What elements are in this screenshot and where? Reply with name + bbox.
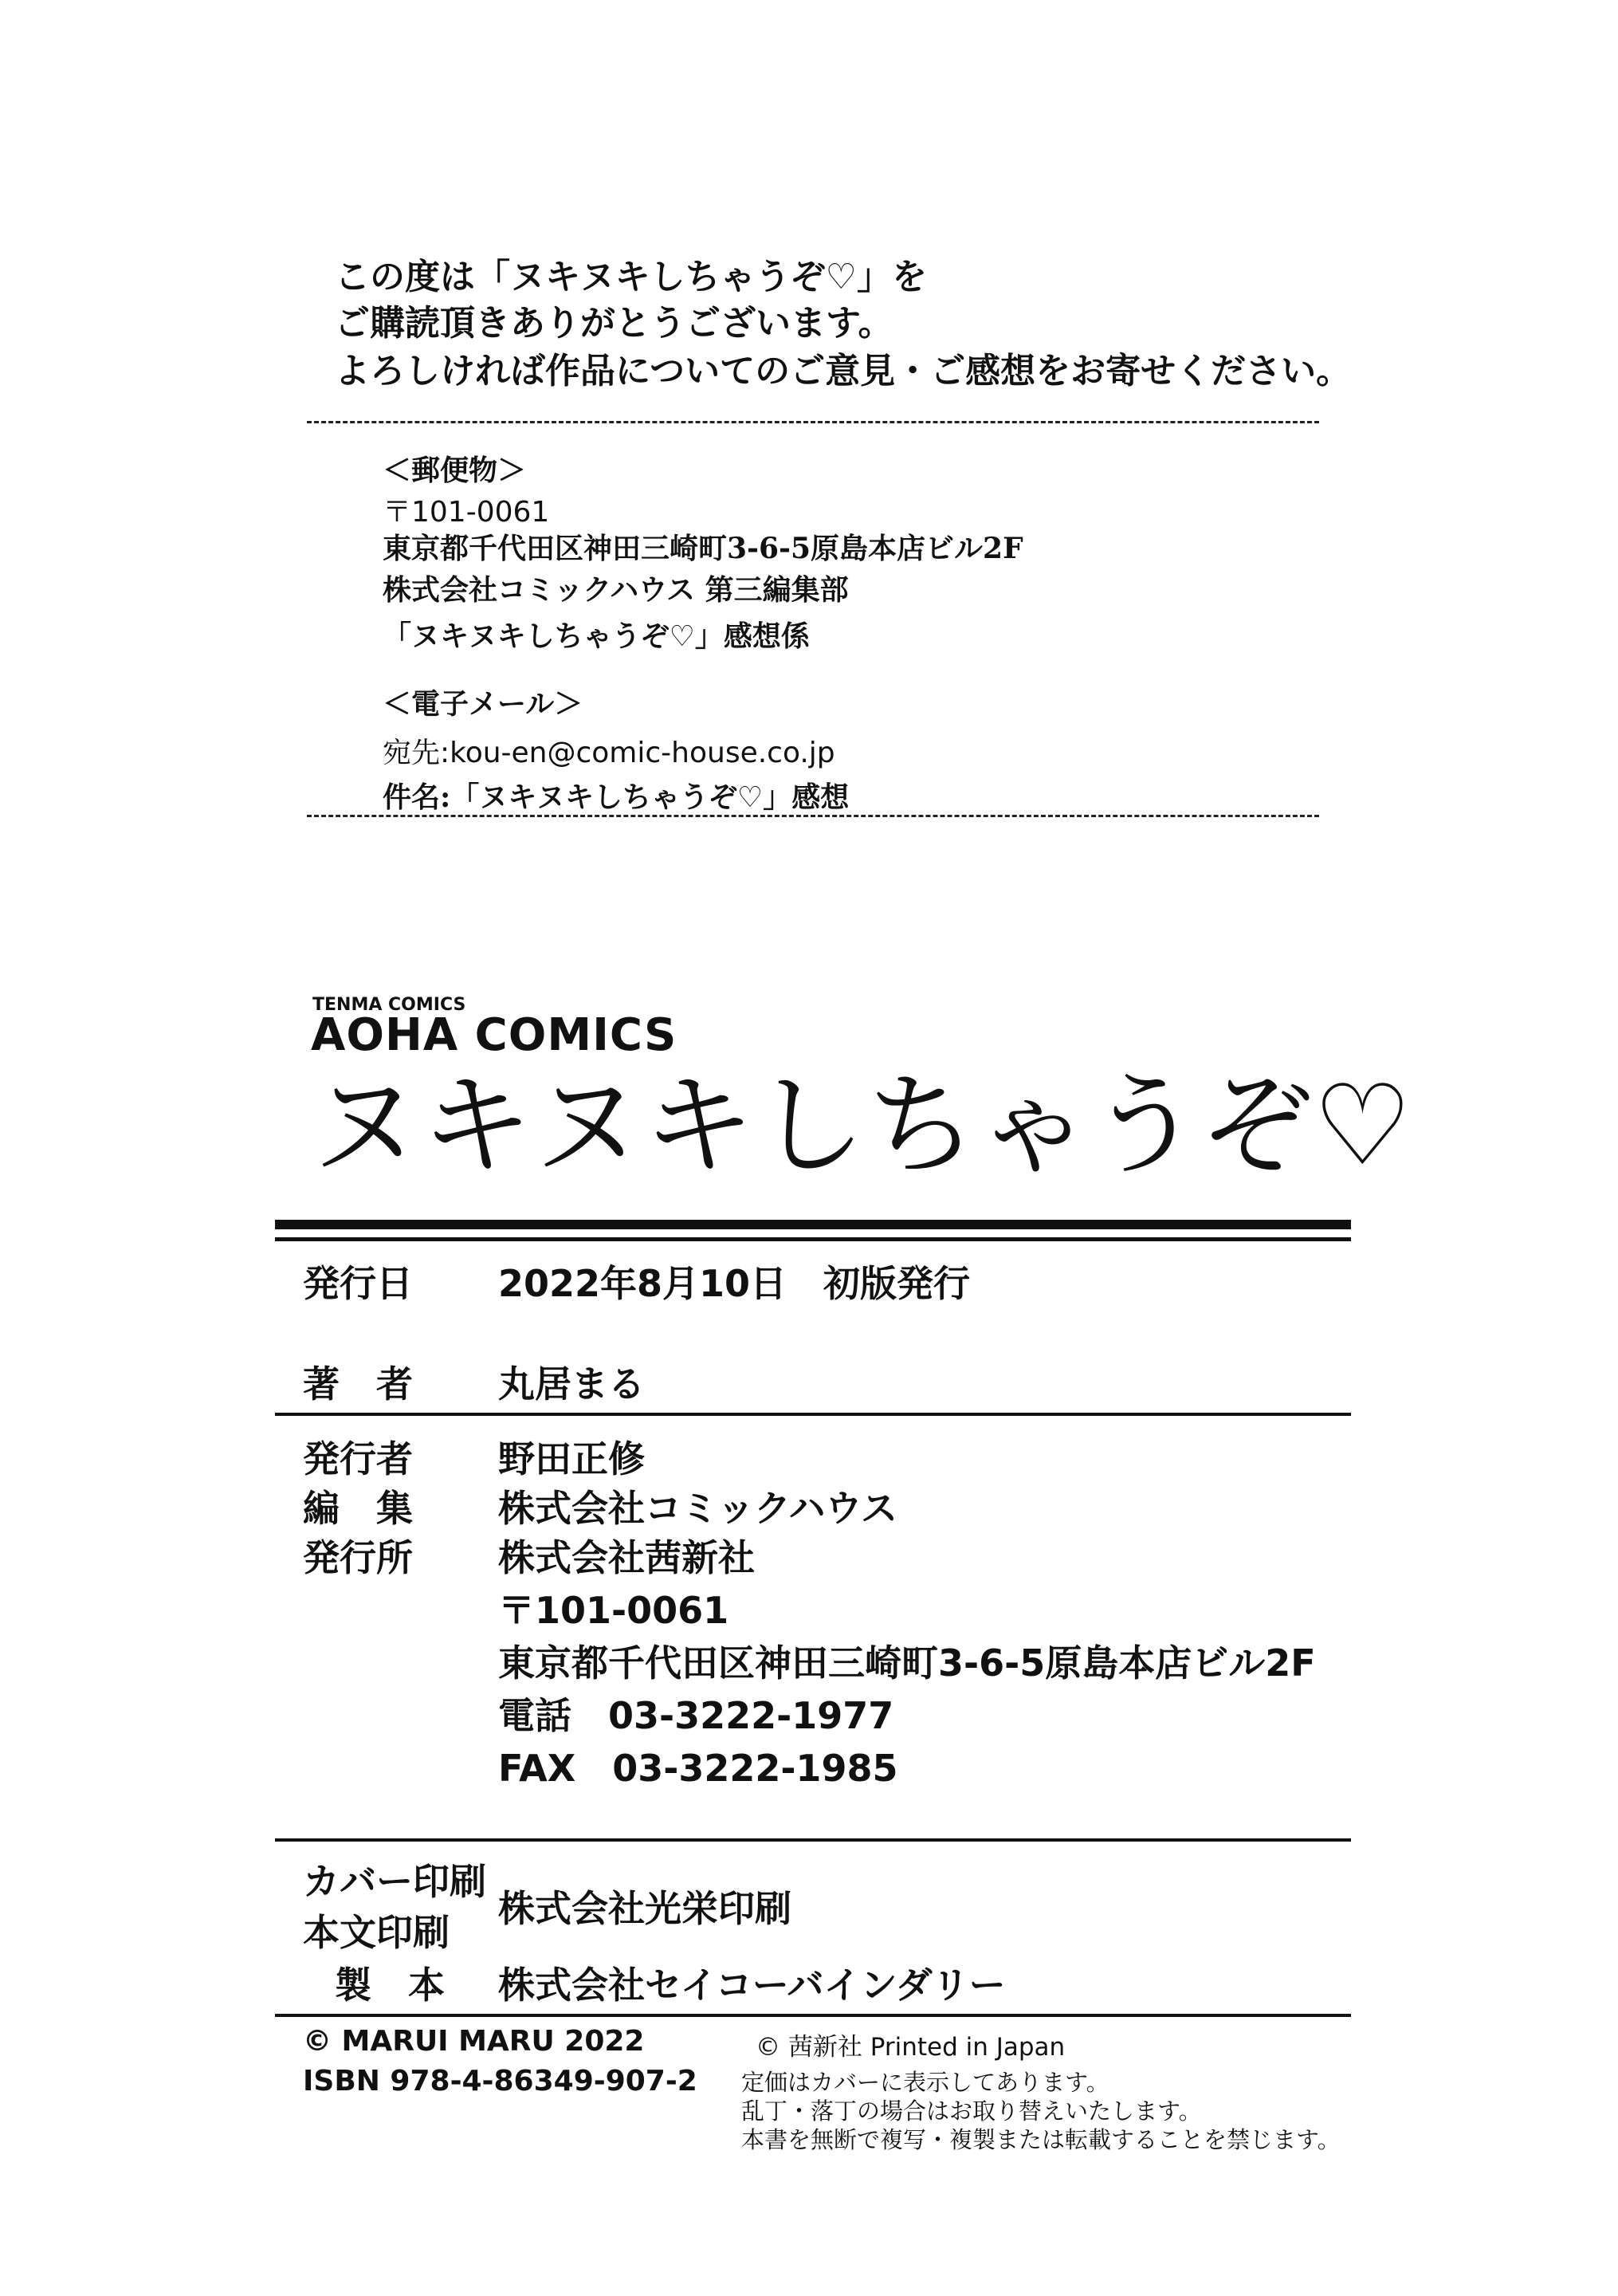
email-address: 宛先:kou-en@comic-house.co.jp xyxy=(383,737,835,769)
cover-printing-label: カバー印刷 xyxy=(303,1860,486,1903)
mail-address: 東京都千代田区神田三崎町3-6-5原島本店ビル2F xyxy=(383,532,1023,565)
office-phone: 電話 03-3222-1977 xyxy=(498,1694,894,1737)
publisher-person-label: 発行者 xyxy=(303,1437,413,1480)
mail-postal-code: 〒101-0061 xyxy=(383,496,550,529)
publisher-person-value: 野田正修 xyxy=(498,1437,645,1480)
series-logo: AOHA COMICS xyxy=(311,1009,677,1061)
rule-after-author xyxy=(275,1413,1351,1416)
message-line-3: よろしければ作品についてのご意見・ご感想をお寄せください。 xyxy=(335,351,1352,391)
author-copyright: © MARUI MARU 2022 xyxy=(303,2025,645,2058)
publisher-copyright: © 茜新社 Printed in Japan xyxy=(756,2033,1066,2062)
mail-company: 株式会社コミックハウス 第三編集部 xyxy=(383,573,849,607)
binding-value: 株式会社セイコーバインダリー xyxy=(498,1964,1006,2007)
printing-value: 株式会社光栄印刷 xyxy=(498,1887,791,1930)
editor-value: 株式会社コミックハウス xyxy=(498,1487,897,1530)
rule-before-printing xyxy=(275,1838,1351,1842)
title-rule-thick xyxy=(275,1220,1351,1229)
dashed-divider-bottom xyxy=(307,815,1319,817)
body-printing-label: 本文印刷 xyxy=(303,1911,450,1954)
email-heading: ＜電子メール＞ xyxy=(383,687,583,721)
notice-copying: 本書を無断で複写・複製または転載することを禁じます。 xyxy=(741,2126,1341,2153)
date-value: 2022年8月10日 初版発行 xyxy=(498,1262,971,1305)
mail-attention: 「ヌキヌキしちゃうぞ♡」感想係 xyxy=(383,619,810,653)
office-label: 発行所 xyxy=(303,1536,413,1579)
notice-price: 定価はカバーに表示してあります。 xyxy=(741,2069,1109,2096)
message-line-2: ご購読頂きありがとうございます。 xyxy=(335,303,893,344)
imprint-label: TENMA COMICS xyxy=(312,995,466,1015)
mail-heading: ＜郵便物＞ xyxy=(383,454,527,487)
office-fax: FAX 03-3222-1985 xyxy=(498,1747,898,1790)
date-label: 発行日 xyxy=(303,1262,413,1305)
editor-label: 編 集 xyxy=(303,1487,413,1530)
office-postal-code: 〒101-0061 xyxy=(498,1589,729,1632)
office-value: 株式会社茜新社 xyxy=(498,1536,755,1579)
book-title: ヌキヌキしちゃうぞ♡ xyxy=(309,1061,1413,1191)
rule-before-footer xyxy=(275,2014,1351,2017)
author-label: 著 者 xyxy=(303,1362,413,1406)
dashed-divider-top xyxy=(307,421,1319,423)
notice-replacement: 乱丁・落丁の場合はお取り替えいたします。 xyxy=(741,2097,1202,2125)
email-subject: 件名:「ヌキヌキしちゃうぞ♡」感想 xyxy=(383,780,850,814)
author-value: 丸居まる xyxy=(498,1362,645,1406)
title-rule-thin xyxy=(275,1237,1351,1241)
isbn: ISBN 978-4-86349-907-2 xyxy=(303,2065,697,2097)
binding-label: 製 本 xyxy=(335,1964,445,2007)
message-line-1: この度は「ヌキヌキしちゃうぞ♡」を xyxy=(335,257,928,297)
office-address: 東京都千代田区神田三崎町3-6-5原島本店ビル2F xyxy=(498,1641,1316,1685)
